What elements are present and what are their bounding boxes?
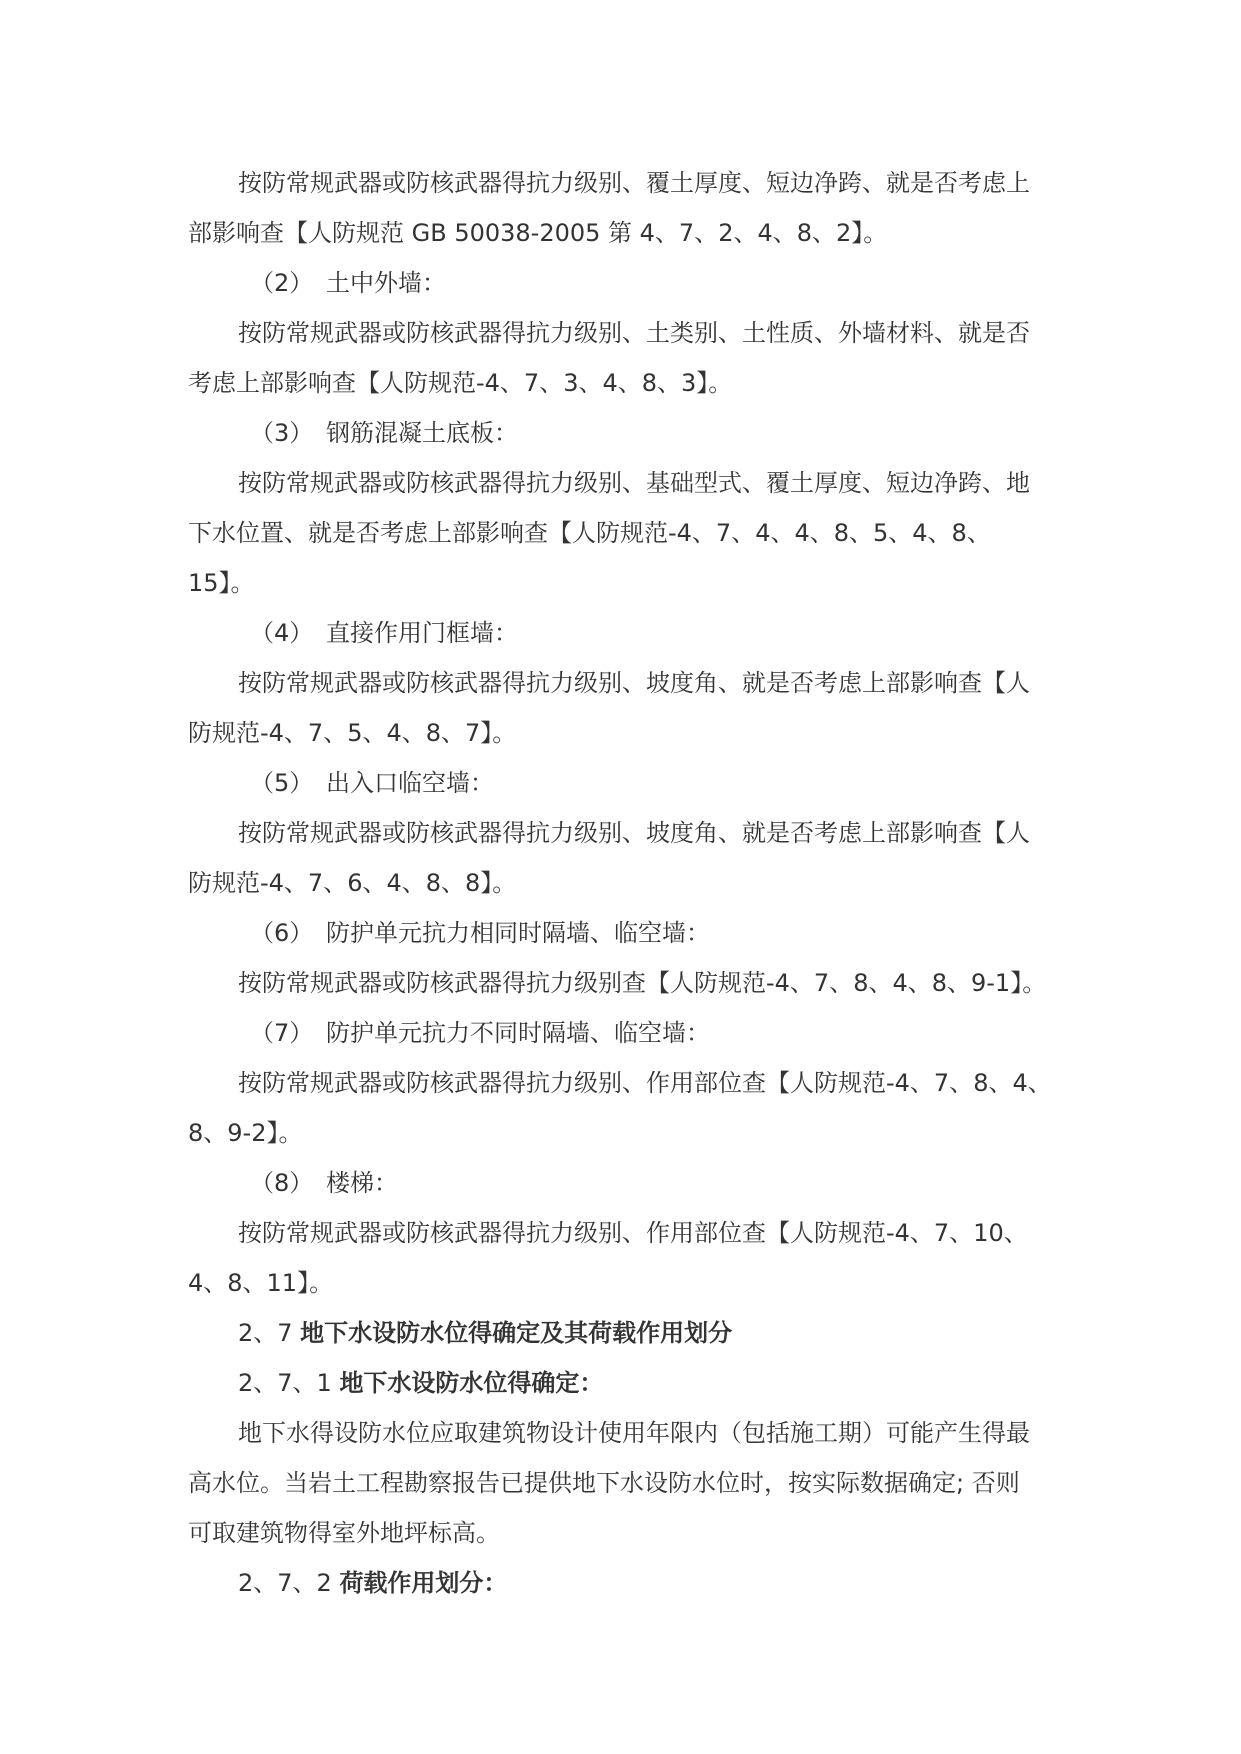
list-item-7 [188, 1008, 1058, 1058]
item-title: 直接作用门框墙： [326, 619, 518, 647]
item-title: 土中外墙： [326, 269, 446, 297]
item-title: 出入口临空墙： [326, 769, 494, 797]
section-heading-2-7-1 [188, 1358, 1058, 1408]
document-page [188, 158, 1058, 1608]
item-title: 楼梯： [326, 1169, 398, 1197]
paragraph-4 [188, 658, 1058, 758]
section-heading-2-7-2 [188, 1558, 1058, 1608]
item-number: （6） [250, 919, 314, 947]
paragraph-line: 按防常规武器或防核武器得抗力级别、基础型式、覆土厚度、短边净跨、地 [238, 469, 1030, 497]
heading-number: 2、7、2 [238, 1569, 340, 1597]
paragraph-9 [188, 1408, 1058, 1558]
paragraph-5 [188, 808, 1058, 908]
paragraph-3 [188, 458, 1058, 608]
list-item-2 [188, 258, 1058, 308]
heading-text: 地下水设防水位得确定： [339, 1369, 604, 1397]
list-item-8 [188, 1158, 1058, 1208]
paragraph-line: 按防常规武器或防核武器得抗力级别、作用部位查【人防规范-4、7、8、4、 [238, 1069, 1052, 1097]
paragraph-line: 可取建筑物得室外地坪标高。 [188, 1519, 500, 1547]
paragraph-line: 4、8、11】。 [188, 1269, 334, 1297]
item-number: （5） [250, 769, 314, 797]
item-title: 钢筋混凝土底板： [326, 419, 518, 447]
paragraph-line: 地下水得设防水位应取建筑物设计使用年限内（包括施工期）可能产生得最 [238, 1419, 1030, 1447]
paragraph-line: 按防常规武器或防核武器得抗力级别、作用部位查【人防规范-4、7、10、 [238, 1219, 1028, 1247]
paragraph-7 [188, 1058, 1058, 1158]
paragraph-line: 部影响查【人防规范 GB 50038-2005 第 4、7、2、4、8、2】。 [188, 219, 888, 247]
list-item-3 [188, 408, 1058, 458]
item-number: （3） [250, 419, 314, 447]
paragraph-line: 按防常规武器或防核武器得抗力级别、土类别、土性质、外墙材料、就是否 [238, 319, 1030, 347]
item-title: 防护单元抗力相同时隔墙、临空墙： [326, 919, 710, 947]
item-number: （4） [250, 619, 314, 647]
paragraph-8 [188, 1208, 1058, 1308]
paragraph-line: 按防常规武器或防核武器得抗力级别查【人防规范-4、7、8、4、8、9-1】。 [238, 969, 1047, 997]
list-item-5 [188, 758, 1058, 808]
paragraph-line: 考虑上部影响查【人防规范-4、7、3、4、8、3】。 [188, 369, 733, 397]
paragraph-line: 防规范-4、7、5、4、8、7】。 [188, 719, 517, 747]
paragraph-2 [188, 308, 1058, 408]
heading-number: 2、7 [238, 1319, 301, 1347]
section-heading-2-7 [188, 1308, 1058, 1358]
list-item-6 [188, 908, 1058, 958]
paragraph-line: 15】。 [188, 569, 255, 597]
item-number: （2） [250, 269, 314, 297]
item-number: （8） [250, 1169, 314, 1197]
item-title: 防护单元抗力不同时隔墙、临空墙： [326, 1019, 710, 1047]
paragraph-line: 防规范-4、7、6、4、8、8】。 [188, 869, 517, 897]
paragraph-1 [188, 158, 1058, 258]
list-item-4 [188, 608, 1058, 658]
paragraph-line: 按防常规武器或防核武器得抗力级别、覆土厚度、短边净跨、就是否考虑上 [238, 169, 1030, 197]
paragraph-6 [188, 958, 1058, 1008]
paragraph-line: 下水位置、就是否考虑上部影响查【人防规范-4、7、4、4、8、5、4、8、 [188, 519, 991, 547]
heading-number: 2、7、1 [238, 1369, 340, 1397]
paragraph-line: 按防常规武器或防核武器得抗力级别、坡度角、就是否考虑上部影响查【人 [238, 669, 1030, 697]
paragraph-line: 8、9-2】。 [188, 1119, 303, 1147]
paragraph-line: 按防常规武器或防核武器得抗力级别、坡度角、就是否考虑上部影响查【人 [238, 819, 1030, 847]
item-number: （7） [250, 1019, 314, 1047]
paragraph-line: 高水位。当岩土工程勘察报告已提供地下水设防水位时，按实际数据确定; 否则 [188, 1469, 1020, 1497]
heading-text: 荷载作用划分： [339, 1569, 508, 1597]
heading-text: 地下水设防水位得确定及其荷载作用划分 [300, 1319, 733, 1347]
